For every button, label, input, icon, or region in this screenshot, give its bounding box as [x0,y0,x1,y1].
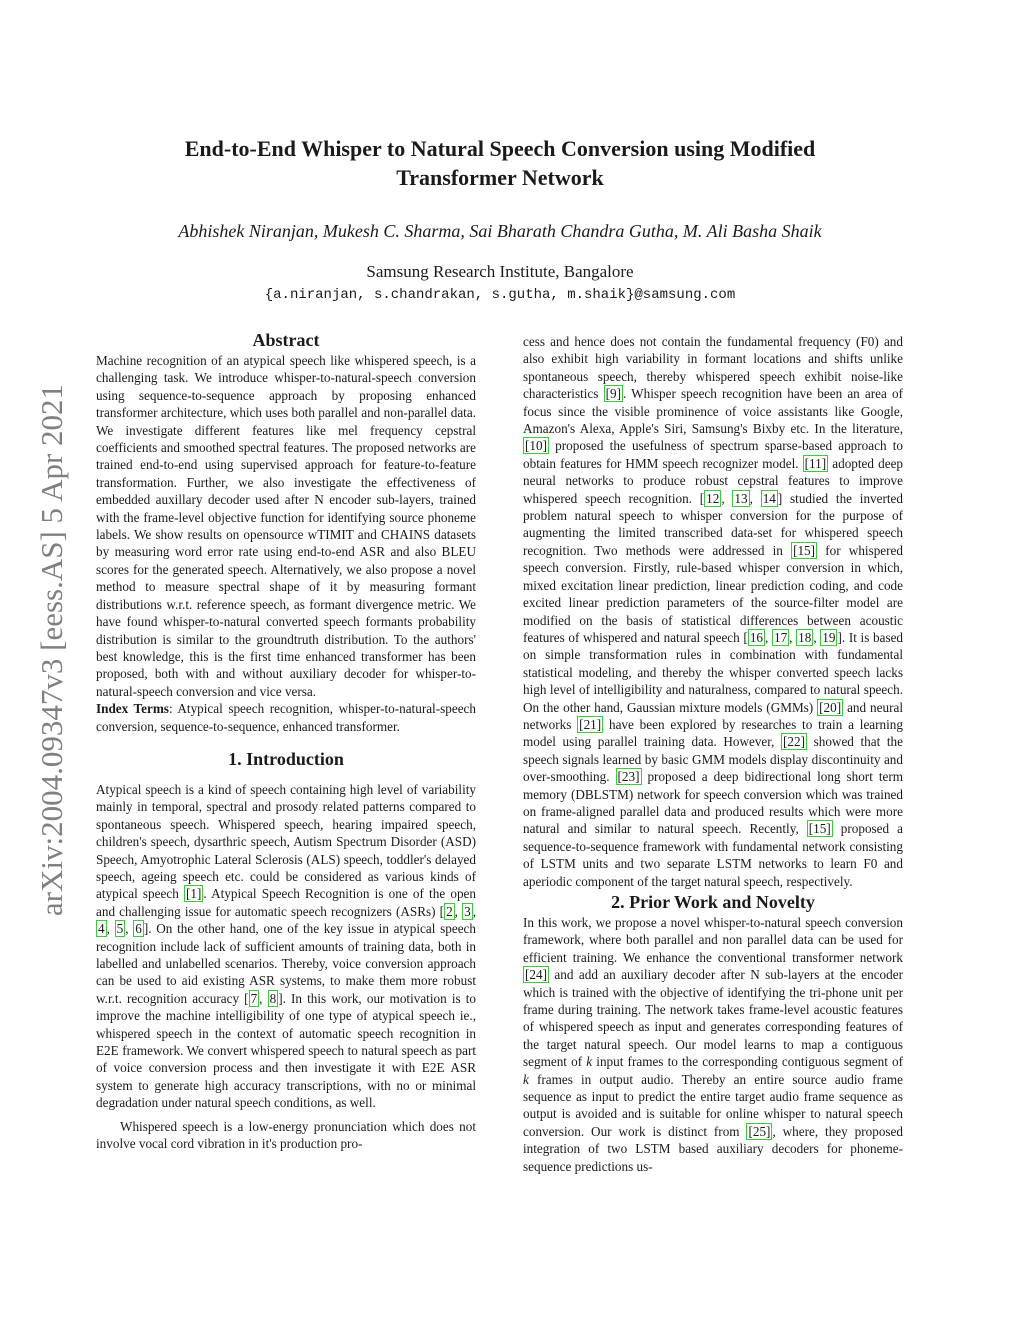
left-column [96,328,476,1152]
body-text: , where, they proposed integration of two LSTM based auxiliary decoders for phoneme-sequence predictions us- [523,1123,904,1174]
citation-link[interactable]: [15] [808,821,831,837]
citation-link[interactable]: 17 [773,629,788,645]
body-text: input frames to the corresponding contiguous segment of [592,1054,904,1070]
citation-separator: , [454,903,463,919]
abstract-heading: Abstract [252,330,320,350]
citation-separator: , [749,490,761,506]
paper-header [95,134,905,305]
paper-title [95,134,905,192]
intro-text: Atypical speech is a kind of speech containing high level of variability mainly in temporal, spectral and prosody related patterns compared to spontaneous speech. Whispered speech, hearing impaired speech, children's speech, dysarthric speech, Autism Spectrum Disorder (ASD) Speech, Amyotrophic Lateral Sclerosis (ALS) speech, toddler's delayed speech, ageing speech etc. could be considered as various kinds of atypical speech [96,781,476,902]
body-text: and neural networks [523,699,903,732]
citation-link[interactable]: [21] [579,716,602,732]
citation-link[interactable]: [25] [748,1123,771,1139]
math-variable: k [523,1071,529,1087]
body-text: proposed a sequence-to-sequence framework with fundamental network consisting of LSTM units and two separate LSTM networks to learn F0 and aperiodic component of the target natural speech, respectively. [523,821,904,889]
index-terms-label: Index Terms [96,701,169,717]
title-line-2: Transformer Network [396,165,604,190]
citation-link[interactable]: 5 [116,921,124,937]
citation-link[interactable]: 2 [446,903,453,919]
citation-link[interactable]: [22] [783,734,806,750]
citation-separator: , [472,903,476,919]
citation-link[interactable]: [10] [525,438,547,454]
citation-link[interactable]: 8 [269,990,277,1006]
body-text: ] studied the inverted problem natural speech to whisper conversion for the purpose of augmenting the limited transcribed data-set for whispered speech recognition. Two methods were addressed in [523,490,904,558]
intro-text: . Atypical Speech Recognition is one of the open and challenging issue for automatic speech recognizers (ASRs) [ [96,886,476,919]
intro-continued-paragraph [523,333,903,890]
body-text: cess and hence does not contain the fundamental frequency (F0) and also exhibit high variability in formant locations and shifts unlike spontaneous speech, thereby whispered speech exhibit noise-like characteristics [523,334,903,402]
affiliation: Samsung Research Institute, Bangalore [366,262,634,281]
citation-link[interactable]: [15] [793,542,816,558]
citation-separator: , [765,629,772,645]
author-emails: {a.niranjan, s.chandrakan, s.gutha, m.shaik}@samsung.com [264,287,736,303]
body-text: proposed the usefulness of spectrum sparse-based approach to obtain features for HMM speech recognizer model. [523,438,903,471]
index-terms [96,700,476,735]
citation-link[interactable]: 19 [822,629,836,645]
citation-link[interactable]: [20] [819,699,842,715]
citation-link[interactable]: 7 [250,990,258,1006]
citation-separator: , [789,629,797,645]
math-variable: k [586,1054,593,1070]
intro-paragraph-2: Whispered speech is a low-energy pronunciation which does not involve vocal cord vibration in it's production pro- [96,1118,476,1152]
citation-link[interactable]: [9] [605,386,621,402]
body-text: have been explored by researches to train a learning model using parallel training data. However, [523,716,903,750]
intro-paragraph-1 [96,781,476,1112]
intro-text: ]. In this work, our motivation is to improve the machine intelligibility of one type of atypical speech ie., whispered speech in the context of automatic speech recognition in E2E framework. We convert whispered speech to natural speech as part of voice conversion process and then investigate it with E2E ASR system to generate high accuracy transcriptions, with no or minimal degradation under natural speech conditions, as well. [96,990,477,1111]
abstract-text: Machine recognition of an atypical speech like whispered speech, is a challenging task. We introduce whisper-to-natural-speech conversion using sequence-to-sequence approach by proposing enhanced transformer architecture, which uses both parallel and non-parallel data. We investigate different features like mel frequency cepstral coefficients and smoothed spectral features. The proposed networks are trained end-to-end using supervised approach for feature-to-feature transformation. Further, we also investigate the effectiveness of embedded auxillary decoder used after N encoder sub-layers, trained with the frame-level objective function for identifying source phoneme labels. We show results on opensource wTIMIT and CHAINS datasets by measuring word error rate using end-to-end ASR and also BLEU scores for the generated speech. Alternatively, we also propose a novel method to measure spectral shape of it by measuring formant distributions w.r.t. reference speech, as formant divergence metric. We have found whisper-to-natural converted speech formants probability distribution is similar to the groundtruth distribution. To the authors' best knowledge, this is the first time enhanced transformer has been proposed, both with and without auxiliary decoder for whisper-to-natural-speech conversion and vice versa. [96,353,476,699]
body-text: In this work, we propose a novel whisper-to-natural speech conversion framework, where both parallel and non parallel data can be used for efficient training. We enhance the conventional transformer network [523,915,903,965]
body-text: showed that the speech signals learned by basic GMM models display discontinuity and over-smoothing. [523,734,903,785]
title-line-1: End-to-End Whisper to Natural Speech Conversion using Modified [184,136,816,161]
citation-separator: , [721,490,733,506]
citation-separator: , [813,629,821,645]
citation-separator: , [125,921,134,937]
citation-link[interactable]: 4 [98,921,105,937]
arxiv-watermark: arXiv:2004.09347v3 [eess.AS] 5 Apr 2021 [34,383,69,917]
citation-link[interactable]: 12 [706,490,720,506]
prior-work-paragraph [523,914,903,1175]
body-text: proposed a deep bidirectional long short term memory (DBLSTM) network for speech conversion which was trained on frame-aligned parallel data and produced results which were more natural and similar to natural speech. Recently, [523,769,903,837]
citation-link[interactable]: 18 [798,629,812,645]
body-text: ]. It is based on simple transformation rules in combination with fundamental statistical modeling, and thereby the whisper converted speech lacks high level of intelligibility and naturalness, compared to natural speech. On the other hand, Gaussian mixture models (GMMs) [523,629,904,715]
citation-link[interactable]: 6 [135,921,142,937]
citation-separator: , [106,921,115,937]
citation-link[interactable]: 3 [464,903,471,919]
citation-link[interactable]: 14 [762,490,776,506]
citation-separator: , [259,990,268,1006]
body-text: frames in output audio. Thereby an entire source audio frame sequence as input to predict the entire target audio frame sequence as output is avoided and is suitable for online whisper to natural speech conversion. Our work is distinct from [523,1071,903,1139]
citation-link[interactable]: [1] [186,886,202,902]
citation-link[interactable]: 13 [734,490,748,506]
intro-heading: 1. Introduction [228,748,344,769]
author-list: Abhishek Niranjan, Mukesh C. Sharma, Sai Bharath Chandra Gutha, M. Ali Basha Shaik [178,221,822,241]
body-text: . Whisper speech recognition have been an area of focus since the visible prominence of voice assistants like Google, Amazon's Alexa, Apple's Siri, Samsung's Bixby etc. In the literature, [523,386,904,437]
citation-link[interactable]: [11] [804,455,827,471]
right-column [523,333,903,1175]
intro-text: ]. On the other hand, one of the key issue in atypical speech recognition include lack of sufficient amounts of training data, both in labelled and unlabelled scenarios. Thereby, voice conversion approach can be used to aid existing ASR systems, to make them more robust w.r.t. recognition accuracy [ [96,921,477,1006]
citation-link[interactable]: [23] [617,769,640,785]
citation-link[interactable]: 16 [749,629,763,645]
prior-work-heading: 2. Prior Work and Novelty [611,892,815,912]
body-text: for whispered speech conversion. Firstly, rule-based whisper conversion in which, mixed excitation linear prediction, linear prediction coding, and code excited linear prediction parameters of the source-filter model are modified on the basis of statistical differences between acoustic features of whispered and natural speech [ [523,542,903,645]
citation-link[interactable]: [24] [525,967,547,983]
body-text: adopted deep neural networks to produce robust cepstral features to improve whispered speech recognition. [ [523,455,904,506]
index-terms-text: : Atypical speech recognition, whisper-to-natural-speech conversion, sequence-to-sequence, enhanced transformer. [96,701,476,734]
body-text: and add an auxiliary decoder after N sub-layers at the encoder which is trained with the objective of identifying the tri-phone unit per frame during training. The network takes frame-level acoustic features of whispered speech as input and generates corresponding features of the target natural speech. Our model learns to map a contiguous segment of [523,967,903,1070]
